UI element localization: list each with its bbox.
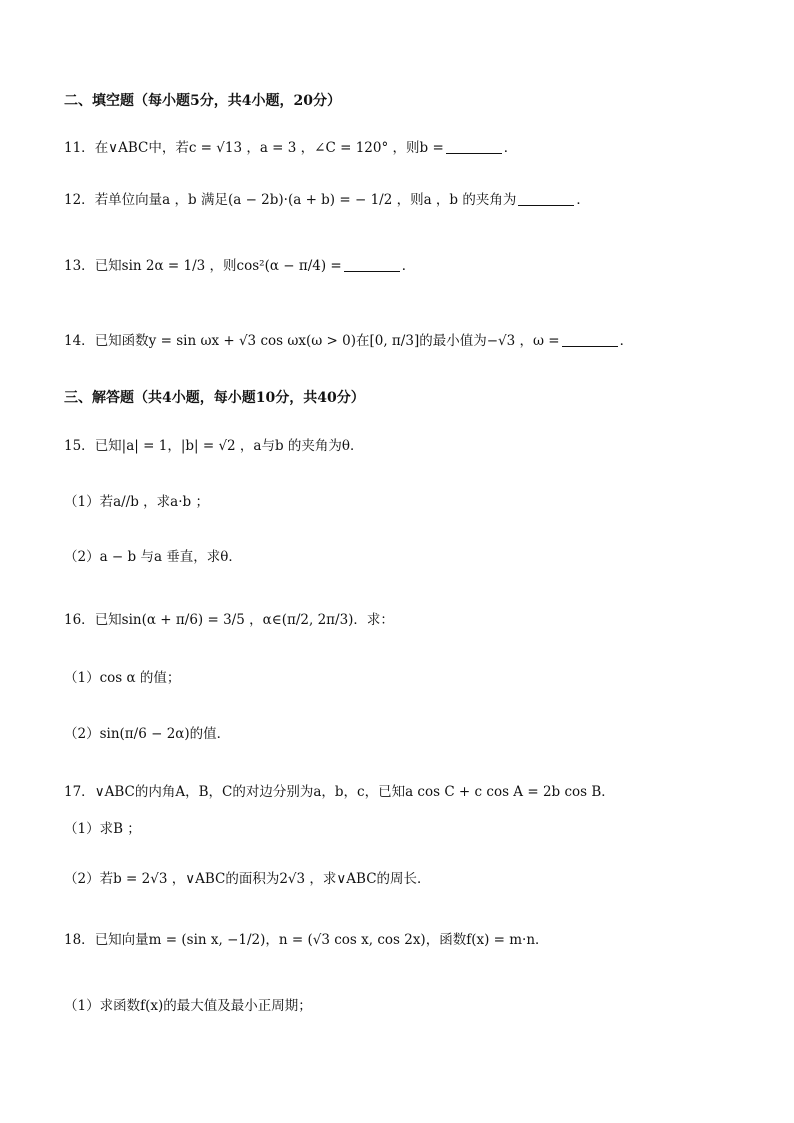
q16-number: 16． xyxy=(64,612,95,628)
q11-end: ． xyxy=(503,140,518,156)
q12-answer-blank xyxy=(518,204,574,206)
q13-text: 已知sin 2α = 1/3 ，则cos²(α − π/4) = xyxy=(94,258,342,274)
q17-part-2: （2）若b = 2√3 ，∨ABC的面积为2√3 ，求∨ABC的周长． xyxy=(64,871,431,887)
q17-text: ∨ABC的内角A，B，C的对边分别为a，b，c，已知a cos C + c cos A = 2b cos B． xyxy=(94,784,615,800)
q12-text: 若单位向量a ，b 满足(a − 2b)·(a + b) = − 1/2 ，则a ，b 的夹角为 xyxy=(94,192,517,208)
question-14 xyxy=(64,333,633,349)
q15-number: 15． xyxy=(64,438,95,454)
section-3-heading: 三、解答题（共4小题，每小题10分，共40分） xyxy=(64,390,365,406)
question-11 xyxy=(64,140,517,156)
q14-number: 14． xyxy=(64,333,95,349)
q11-number: 11． xyxy=(64,140,95,156)
q16-part-1: （1）cos α 的值； xyxy=(64,670,181,686)
q13-number: 13． xyxy=(64,258,95,274)
q17-part-1: （1）求B ； xyxy=(64,821,141,837)
question-16 xyxy=(64,612,394,628)
q14-text: 已知函数y = sin ωx + √3 cos ωx(ω > 0)在[0, π/3]的最小值为−√3 ，ω = xyxy=(94,333,560,349)
q16-part-2: （2）sin(π/6 − 2α)的值． xyxy=(64,726,231,742)
q15-part-1: （1）若a//b ，求a·b ； xyxy=(64,494,209,510)
section-2-heading: 二、填空题（每小题5分，共4小题，20分） xyxy=(64,93,341,109)
q16-text: 已知sin(α + π/6) = 3/5 ，α∈(π/2, 2π/3)．求： xyxy=(94,612,394,628)
q13-end: ． xyxy=(401,258,416,274)
q17-number: 17． xyxy=(64,784,95,800)
q18-text: 已知向量m = (sin x, −1/2)，n = (√3 cos x, cos 2x)，函数f(x) = m·n． xyxy=(94,932,549,948)
q14-end: ． xyxy=(619,333,634,349)
q15-part-2: （2）a − b 与a 垂直，求θ． xyxy=(64,549,242,565)
question-13 xyxy=(64,258,415,274)
question-12 xyxy=(64,192,590,208)
question-18 xyxy=(64,932,549,948)
question-15 xyxy=(64,438,364,454)
q18-number: 18． xyxy=(64,932,95,948)
q18-part-1: （1）求函数f(x)的最大值及最小正周期； xyxy=(64,998,312,1014)
q13-answer-blank xyxy=(344,270,400,272)
q12-end: ． xyxy=(576,192,590,208)
q15-text: 已知|a| = 1，|b| = √2 ，a与b 的夹角为θ． xyxy=(94,438,364,454)
q12-number: 12． xyxy=(64,192,95,208)
q14-answer-blank xyxy=(562,345,618,347)
question-17 xyxy=(64,784,615,800)
q11-text: 在∨ABC中，若c = √13 ，a = 3 ，∠C = 120° ，则b = xyxy=(94,140,444,156)
q11-answer-blank xyxy=(446,152,502,154)
